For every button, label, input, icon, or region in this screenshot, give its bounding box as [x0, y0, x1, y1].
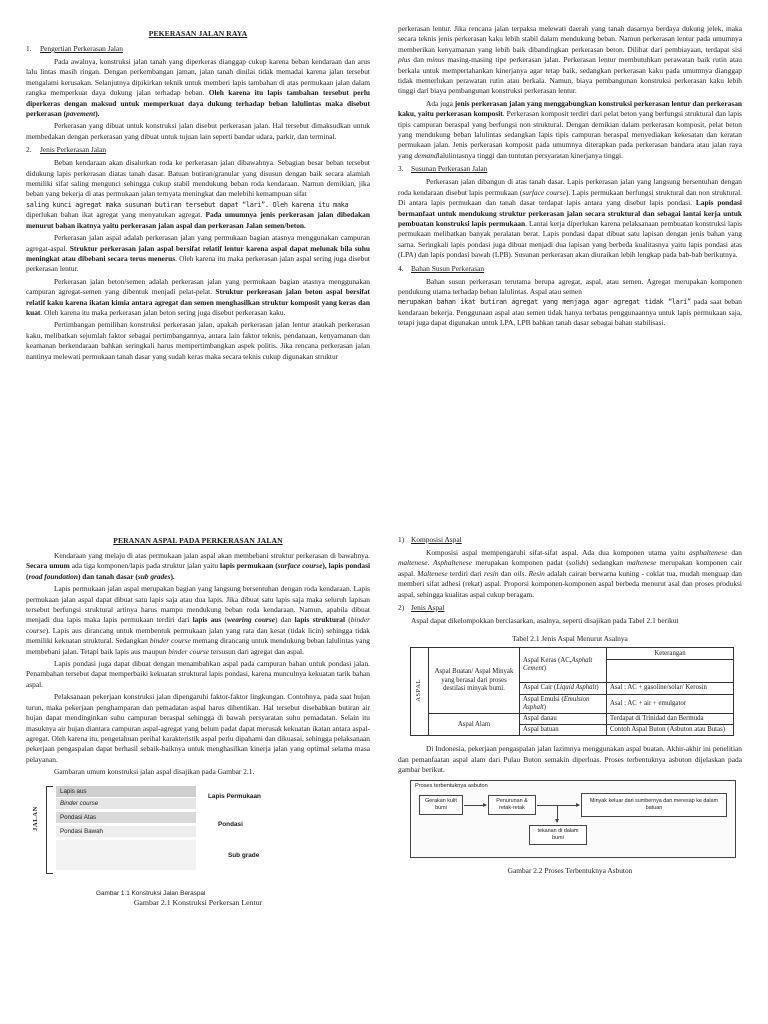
paragraph: Komposisi aspal mempengaruhi sifat-sifat aspal. Ada dua komponen utama yaitu asphaltenese dan maltenese. Asphaltenese merupakan komponen padat (solids) sedangkan maltenese merupakan komponen cair aspal. Maltenese terdiri dari resin dan oils. Resin adalah cairan berwarna kuning - coklat tua, mudah menguap dan memberi sifat adhesi (rekat) aspal. Proporsi komponen-komponen aspal berbeda menurut asal dan proses produksi aspal, sehingga kualitas aspal cukup beragam.	[398, 548, 742, 599]
paragraph: Aspal dapat dikelompokkan berclasarkan, asalnya, seperti disajikan pada Tabel 2.1 berikut	[411, 616, 679, 626]
figure-caption-small: Gambar 1.1 Konstruksi Jalan Beraspal	[96, 889, 206, 897]
paragraph: Ada juga jenis perkerasan jalan yang menggabungkan konstruksi perkerasan lentur dan perkerasan kaku, yaitu perkerasan komposit. Perkerasan komposit terdiri dari pelat beton yang berfungsi struktural dan lapis tipis campuran beraspal yang berfungsi non struktural. Dengan demikian dalam perkerasan komposit, pelat beton yang mendukung beban lalulintas sedangkan lapis tipis campuran beraspal menyediakan kekesatan dan keratan permukaan jalan. Jenis perkerasan komposit pada umumnya diterapkan pada perkerasan bandara atau jalan raya yang demandlalulintasnya tinggi dan tuntutan persyaratan kinerjanya tinggi.	[398, 98, 742, 160]
layer-subgrade	[56, 840, 196, 870]
layer-pondasi-bawah: Pondasi Bawah	[56, 826, 196, 837]
figure-2-1-caption: Gambar 2.1 Konstruksi Perkersan Lentur	[133, 897, 263, 907]
aspal-vertical-label: ASPAL	[411, 648, 429, 736]
table-row	[411, 714, 734, 725]
section-number: 2.	[26, 145, 32, 155]
section-title: Bahan Susun Perkerasan	[411, 263, 485, 273]
section-title: Komposisi Aspal	[411, 535, 462, 544]
page-bottom	[0, 512, 768, 1024]
table-cell: Aspal Cair (Liquid Asphalt)	[520, 683, 607, 694]
table-header-row	[411, 648, 734, 660]
paragraph: Lapis permukaan jalan aspal merupakan bagian yang langsung bersentuhan dengan roda kendaraan. Lapis permukaan jalan aspal dapat dibuat satu lapis saja atau dua lapis. Jika dibuat satu lapis saja maka seluruh lapisan tersebut berfungsi struktural artinya harus mampu mendukung beban roda kendaraan. Namun, apabila dibuat menjadi dua lapis maka lapis permukaan terdiri dari lapis aus (wearing course) dan lapis struktural (binder course). Lapis aus dirancang untuk membentuk permukaan jalan yang rata dan kesat (tidak licin) sehingga tidak memiliki kekuatan struktural. Sedangkan binder course memang dirancang untuk mendukung beban lalulintas yang membebani jalan. Tetapi baik lapis aus maupun binder course tersusun dari agregat dan aspal.	[26, 584, 370, 656]
section-1-heading	[26, 44, 370, 54]
section-number: 2)	[398, 603, 405, 613]
table-cell: Terdapat di Trinidad dan Bermuda	[607, 714, 734, 725]
section-3-heading	[398, 164, 742, 174]
section-title: Jenis Perkerasan Jalan	[40, 145, 107, 155]
paragraph: Kendaraan yang melaju di atas permukaan jalan aspal akan membebani struktur perkerasan di bawahnya. Secara umum ada tiga komponen/lapis pada struktur jalan yaitu lapis permukaan (surface course), lapis pondasi (road foundation) dan tanah dasar (sub grades).	[26, 551, 370, 581]
table-cell	[607, 660, 734, 683]
label-pondasi: Pondasi	[218, 820, 243, 828]
box-gerakan-kulit-bumi: Gerakan kulit bumi	[419, 795, 463, 815]
section-2-heading	[26, 145, 370, 155]
table-cell: Aspal Emulsi (Emulsion Asphalt)	[520, 694, 607, 713]
paragraph: Lapis pondasi juga dapat dibuat dengan menambahkan aspal pada campuran bahan untuk pondasi jalan. Penambahan tersebut dapat memperbaiki kekuatan struktural lapis pondasi, karena munculnya kekuatan tarik bahan aspal.	[26, 659, 370, 689]
section-4-heading	[398, 264, 742, 274]
table-cell: Aspal Keras (AC,Asphalt Cement)	[520, 648, 607, 683]
table-cell: Aspal batuan	[520, 725, 607, 736]
aspal-table	[410, 647, 734, 736]
paragraph: Beban kendaraan akan disalurkan roda ke perkerasan jalan dibawahnya. Sebagian besar beban tersebut didukung lapis perkerasan diatas tanah dasar. Batuan butiran/granular yang disusun dengan baik secara alamiah memiliki sifat saling mengunci sehingga cukup stabil mendukung beban roda kendaraan. Namun demikian, jika beban yang bekerja di atas permukaan jalan ternyata meningkat dan melebihi kemampuan sifat saling kunci agregat maka susunan butiran tersebut dapat “lari”. Oleh karena itu maka diperlukan bahan ikat agregat yang menyatukan agregat. Pada umumnya jenis perkerasan jalan dibedakan menurut bahan ikatnya yaitu perkerasan jalan aspal dan perkerasan Jalan semen/beton.	[26, 158, 370, 230]
section-title: Jenis Aspal	[411, 603, 445, 613]
paragraph: Perkerasan jalan beton/semen adalah perkerasan jalan yang permukaan bagian atasnya menggunakan campuran agregat-semen yang dibentuk menjadi pelat-pelat. Struktur perkerasan jalan beton aspal bersifat relatif kaku karena ikatan kimia antara agregat dan semen menghasilkan struktur komposit yang keras dan kuat. Oleh karena itu maka perkerasan jalan beton sering juga disebut perkerasan kaku.	[26, 276, 370, 317]
layer-binder-course: Binder course	[56, 798, 196, 809]
box-tekanan-dalam-bumi: tekanan di dalam bumi	[529, 825, 587, 845]
layer-lapis-aus: Lapis aus	[56, 786, 196, 797]
box-minyak-keluar: Minyak keluar dari sumbernya dan meresap ke dalam batuan	[581, 793, 727, 817]
section-number: 1)	[398, 535, 405, 544]
subsection-1-heading	[398, 535, 742, 545]
layer-pondasi-atas: Pondasi Atas	[56, 812, 196, 823]
arrow	[464, 805, 486, 806]
table-caption: Tabel 2.1 Jenis Aspal Menurut Asalnya	[512, 634, 628, 644]
arrow	[557, 806, 558, 822]
section-number: 4.	[398, 263, 404, 273]
paragraph: Gambaran umum konstruksi jalan aspal disajikan pada Gambar 2.1.	[54, 767, 255, 777]
group-aspal-buatan: Aspal Buatan/ Aspal Minyak yang berasal dari proses destilasi minyak bumi.	[429, 648, 520, 714]
handwritten-line: saling kunci agregat maka susunan butiran tersebut dapat “lari”. Oleh karena itu maka	[26, 200, 349, 209]
subsection-2-heading	[398, 603, 742, 613]
paragraph: Perkerasan jalan dibangun di atas tanah dasar. Lapis perkerasan jalan yang langsung bersentuhan dengan roda kendaraan disebut lapis permukaan (surface course). Lapis permukaan berfungsi struktural dan non struktural. Di antara lapis permukaan dan tanah dasar terdapat lapis antara yang disebut lapis pondasi. Lapis pondasi bermanfaat untuk mendukung struktur perkerasan jalan secara struktural dan sebagai lantai kerja untuk pembuatan konstruksi lapis permukaan. Lantai kerja diperlukan karena pelaksanaan pembuatan konstruksi lapis permukaan melibatkan banyak peralatan berat. Lapis pondasi dapat dibuat satu lapisan dengan jenis bahan yang sarna. Seringkali lapis pondasi juga dibuat menjadi dua lapisan yang berbeda kualitasnya yaitu lapis pondasi atas (LPA) dan lapis pondasi bawah (LPB). Susunan perkerasan akan diuraikan lebih lengkap pada bab-bab berikutnya.	[398, 177, 742, 260]
paragraph: Perkerasan yang dibuat untuk konstruksi jalan disebut perkerasan jalan. Hal tersebut dimaksudkan untuk membedakan dengan perkerasan yang dibuat untuk tujuan lain seperti bandar udara, parkir, dan terminal.	[26, 121, 370, 141]
group-aspal-alam: Aspal Alam	[429, 714, 520, 736]
diagram-title: Proses terbentuknya asbuton	[415, 782, 488, 789]
header-keterangan: Keterangan	[607, 648, 734, 660]
paragraph: Di Indonesia, pekerjaan pengaspalan jalan lazimnya menggunakan aspal buatan. Akhir-akhir ini penelitian dan pemanfaatan aspal alam dari Pulau Buton semakin diperluas. Proses terbentuknya asbuton dijelaskan pada gambar berikut.	[398, 744, 742, 775]
section-title: Susunan Perkerasan Jalan	[411, 164, 488, 174]
bottom-left-column	[26, 512, 370, 1024]
layers-brace	[46, 786, 53, 874]
arrow	[537, 805, 579, 806]
jalan-label: JALAN	[32, 805, 39, 831]
paragraph: Pelaksanaan pekerjaan konstruksi jalan dipengaruhi faktor-faktor lingkungan. Contohnya, pada saat hujan turun, maka pekerjaan penghamparan dan pemadatan aspal harus dihentikan. Hal tersebut disebabkan butiran air hujan dapat mendinginkan suhu campuran beraspal sehingga di bawah persyaratan suhu pemadatan. Selain itu masuknya air hujan diantara campuran aspal-agregat yang belum padat dapat merusak kekuatan ikatan antara aspal-agregat. Oleh karena itu, pengetahuan perihal karakteristik aspal perlu dipahami dan dikuasai, sehingga pelaksanaan pekerjaan pengaspalan dapat berhasil sebaik-baiknya untuk menghasilkan kinerja jalan yang optimal selama masa pelayanan.	[26, 692, 370, 764]
label-lapis-permukaan: Lapis Permukaan	[208, 792, 261, 800]
doc-title: PEKERASAN JALAN RAYA	[148, 29, 248, 38]
top-right-column	[398, 0, 742, 512]
table-cell: Contoh Aspal Buton (Asbuton atau Butas)	[607, 725, 734, 736]
figure-2-2-caption: Gambar 2.2 Proses Terbentuknya Asbuton	[507, 865, 633, 875]
label-subgrade: Sub grade	[228, 851, 260, 859]
section-title: Pengertian Perkerasan Jalan	[40, 44, 123, 53]
top-left-column	[26, 0, 370, 512]
paragraph: Bahan susun perkerasan terutama berupa agregat, aspal, atau semen. Agregat merupakan komponen pendukung utama terhadap beban lalulintas. Aspal atau semen merupakan bahan ikat butiran agregat yang menjaga agar agregat tidak “lari” pada saat beban kendaraan bekerja. Penggunaan aspal atau semen tidak hanya terbatas penggunaannya untuk lapis permukaan saja, tetapi juga dapat digunakan untuk LPA, LPB bahkan tanah dasar sebagai bahan stabilisasi.	[398, 276, 742, 328]
handwritten-line: merupakan bahan ikat butiran agregat yang menjaga agar agregat tidak “lari”	[398, 298, 691, 307]
section-number: 3.	[398, 164, 404, 174]
section-number: 1.	[26, 44, 32, 53]
paragraph: Pertimbangan pemilihan konstruksi perkerasan jalan, apakah perkerasan jalan lentur ataukah perkerasan kaku, melibatkan sejumlah faktor sebagai pertimbangannya, antara lain faktor teknis, pendanaan, kenyamanan dan keamanan berkendaraan bahkan seringkali harus mempertimbangkan aspek politis. Jika rencana perkerasan jalan nantinya melewati permukaan tanah dasar yang sudah keras maka secara teknis cukup digunakan struktur	[26, 320, 370, 361]
paragraph: perkerasan lentur. Jika rencana jalan terpaksa melewati daerah yang tanah dasarnya berdaya dukung jelek, maka secara teknis jenis perkerasan kaku lebih stabil dalam mendukung beban. Namun perkerasan lentur pada umumnya memberikan kenyamanan yang lebih baik dibandingkan perkerasan beton. Dilihat dari pembiayaan, terdapat sisi plus dan minus masing-masing tipe perkerasan jalan. Perkerasan lentur membutuhkan perawatan baik rutin atau berkala untuk mempertahankan kinerjanya agar tetap baik, sedangkan perkerasan kaku pada umumnya dianggap tidak memerlukan perawatan rutin atau berkala. Namun, biaya pembangunan konstruksi perkerasan kaku lebih tinggi dari biaya pembangunan konstruksi perkerasan lentur.	[398, 24, 742, 96]
box-penurunan-retak: Penurunan & retak-retak	[488, 795, 536, 815]
table-cell: Aspal danau	[520, 714, 607, 725]
paragraph: Perkerasan jalan aspal adalah perkerasan jalan yang permukaan bagian atasnya menggunakan campuran agregat-aspal. Struktur perkerasan jalan aspal bersifat relatif lentur karena aspal dapat melunak bila suhu meningkat atau dibebani secara terus menerus. Oleh karena itu maka perkerasan jalan aspal sering juga disebut perkerasan lentur.	[26, 233, 370, 274]
asbuton-process-diagram	[410, 780, 736, 858]
table-cell: Asal : AC + air + emulgator	[607, 694, 734, 713]
bottom-right-column	[398, 512, 742, 1024]
doc-title: PERANAN ASPAL PADA PERKERASAN JALAN	[113, 536, 283, 545]
road-layers-figure	[32, 784, 332, 888]
table-cell: Asal : AC + gasoline/solar/ Kerosin	[607, 683, 734, 694]
paragraph: Pada awalnya, konstruksi jalan tanah yang diperkeras dianggap cukup karena beban kendaraan dan arus lalu lintas masih ringan. Dengan perkembangan jaman, jalan tanah dinilai tidak memadai karena jalan tersebut mengalami kerusakan. Selanjutnya dipikirkan teknik untuk memberi lapis tambahan di atas permukaan jalan dalam rangka memperkuat daya dukung jalan terhadap beban. Oleh karena itu lapis tambahan tersebut perlu diperkeras dengan maksud untuk memperkuat daya dukung terhadap beban lalulintas maka disebut perkerasan (pavement).	[26, 57, 370, 119]
